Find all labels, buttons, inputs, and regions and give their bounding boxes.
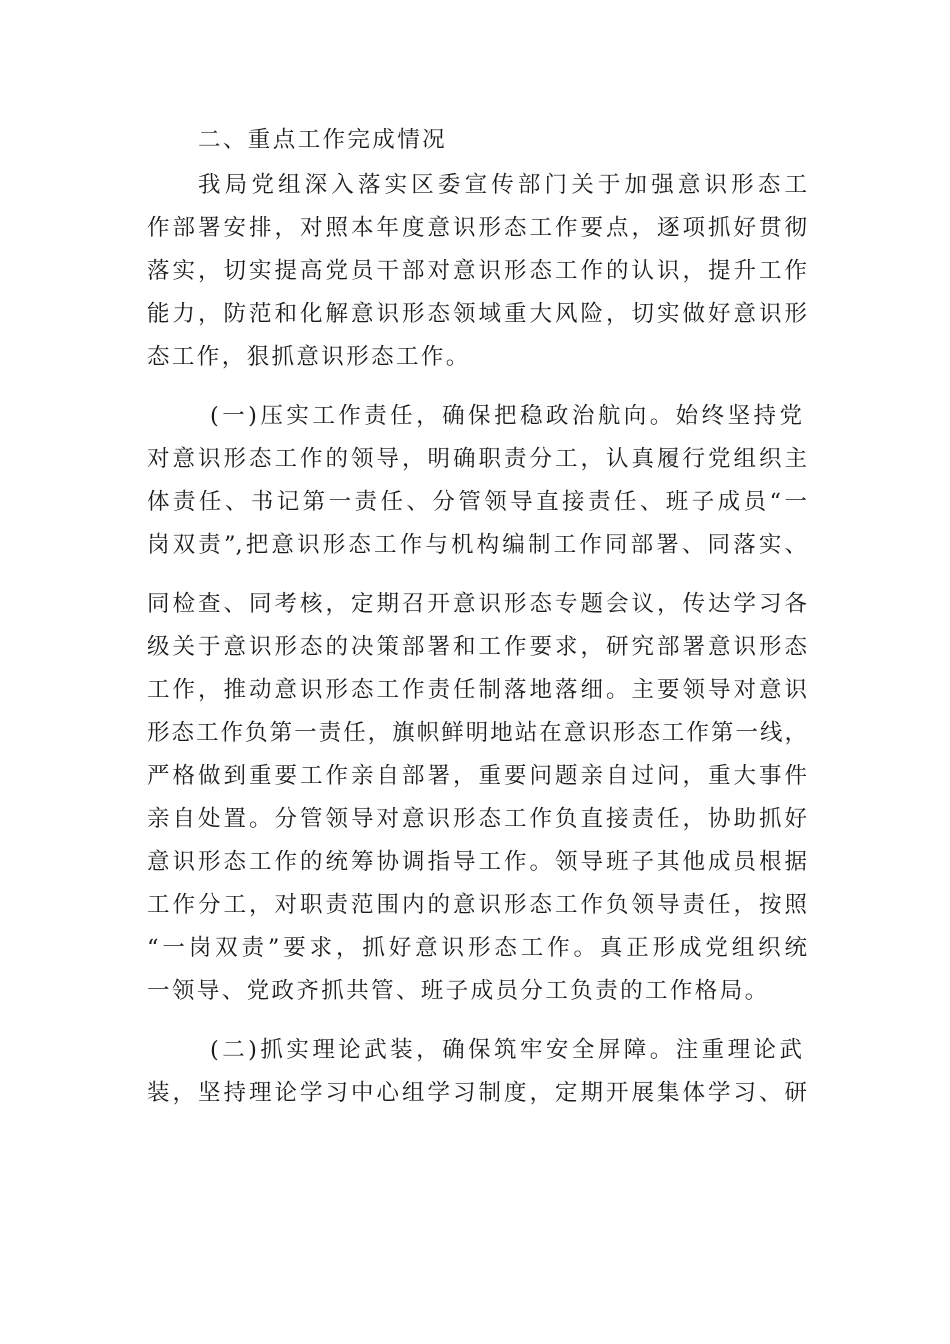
paragraph-2-line-1: (一)压实工作责任，确保把稳政治航向。始终坚持党	[210, 403, 802, 429]
paragraph-2-line-8: 形态工作负第一责任，旗帜鲜明地站在意识形态工作第一线，	[147, 720, 807, 746]
paragraph-2-line-2: 对意识形态工作的领导，明确职责分工，认真履行党组织主	[147, 446, 807, 472]
paragraph-1-line-1: 我局党组深入落实区委宣传部门关于加强意识形态工	[198, 172, 807, 198]
paragraph-1-line-3: 落实，切实提高党员干部对意识形态工作的认识，提升工作	[147, 258, 807, 284]
paragraph-2-line-5: 同检查、同考核，定期召开意识形态专题会议，传达学习各	[147, 591, 807, 617]
paragraph-2-line-9: 严格做到重要工作亲自部署，重要问题亲自过问，重大事件	[147, 763, 807, 789]
paragraph-1-line-4: 能力，防范和化解意识形态领域重大风险，切实做好意识形	[147, 301, 807, 327]
paragraph-1-line-5: 态工作，狠抓意识形态工作。	[147, 344, 471, 370]
paragraph-1-line-2: 作部署安排，对照本年度意识形态工作要点，逐项抓好贯彻	[147, 215, 807, 241]
paragraph-2-line-3: 体责任、书记第一责任、分管领导直接责任、班子成员“一	[147, 489, 807, 515]
paragraph-2-line-10: 亲自处置。分管领导对意识形态工作负直接责任，协助抓好	[147, 806, 807, 832]
paragraph-2-line-12: 工作分工，对职责范围内的意识形态工作负领导责任，按照	[147, 892, 807, 918]
paragraph-3-line-2: 装，坚持理论学习中心组学习制度，定期开展集体学习、研	[147, 1080, 807, 1106]
paragraph-3-line-1: (二)抓实理论武装，确保筑牢安全屏障。注重理论武	[210, 1037, 802, 1063]
paragraph-2-line-14: 一领导、党政齐抓共管、班子成员分工负责的工作格局。	[147, 978, 770, 1004]
paragraph-2-line-11: 意识形态工作的统筹协调指导工作。领导班子其他成员根据	[147, 849, 807, 875]
paragraph-2-line-6: 级关于意识形态的决策部署和工作要求，研究部署意识形态	[147, 634, 807, 660]
paragraph-2-line-4: 岗双责”,把意识形态工作与机构编制工作同部署、同落实、	[147, 532, 807, 558]
paragraph-2-line-13: “一岗双责”要求，抓好意识形态工作。真正形成党组织统	[147, 935, 807, 961]
section-heading: 二、重点工作完成情况	[198, 127, 448, 153]
paragraph-2-line-7: 工作，推动意识形态工作责任制落地落细。主要领导对意识	[147, 677, 807, 703]
